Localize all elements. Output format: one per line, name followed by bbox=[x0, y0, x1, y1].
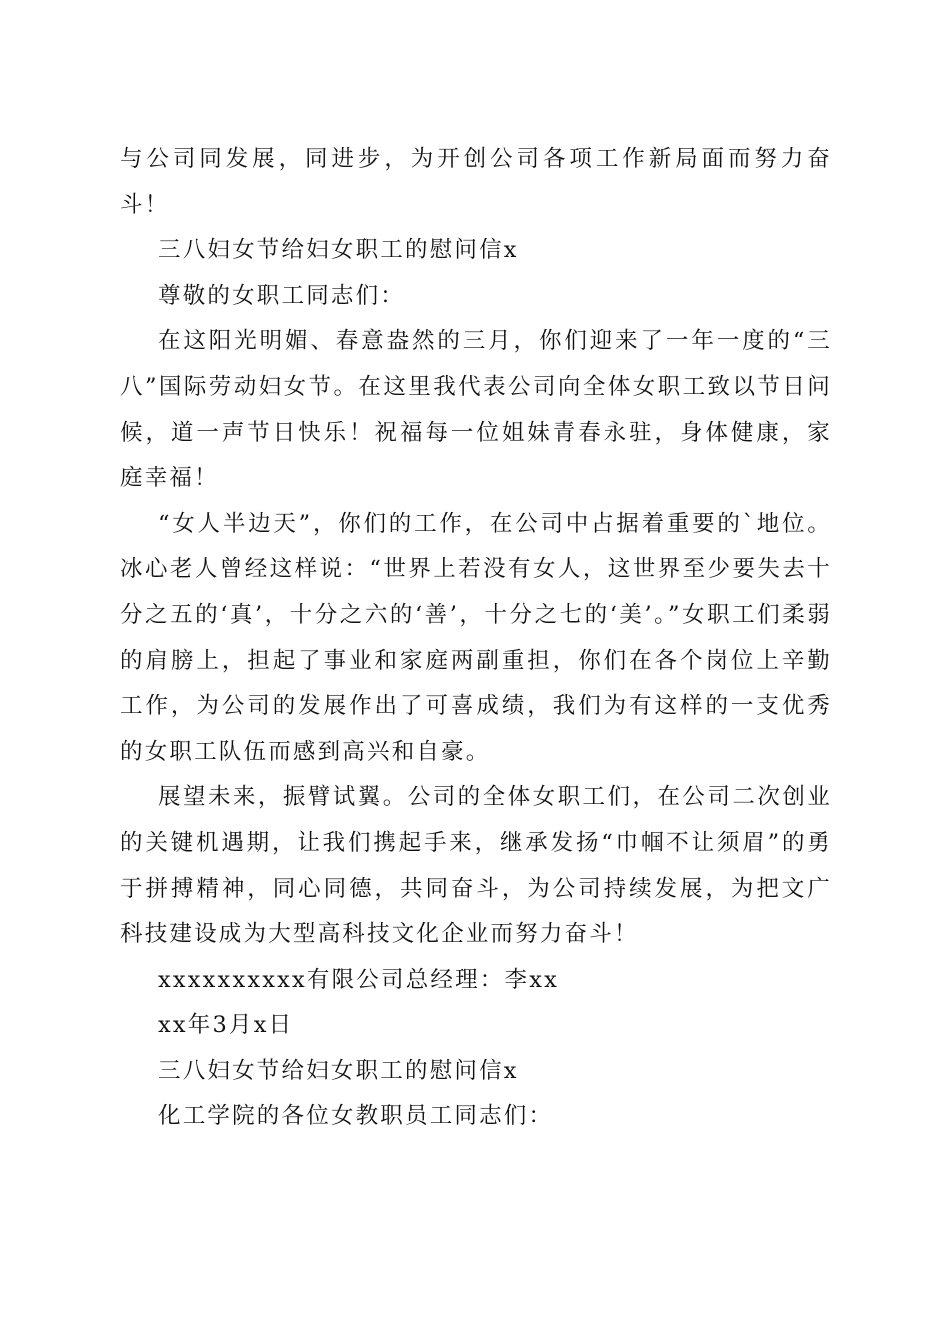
document-body bbox=[120, 137, 832, 1140]
paragraph-greeting: 在这阳光明媚、春意盎然的三月，你们迎来了一年一度的“三八”国际劳动妇女节。在这里我代表公司向全体女职工致以节日问候，道一声节日快乐！祝福每一位姐妹青春永驻，身体健康，家庭幸福！ bbox=[120, 328, 832, 492]
salutation: 尊敬的女职工同志们： bbox=[158, 282, 406, 309]
paragraph-continuation: 与公司同发展，同进步，为开创公司各项工作新局面而努力奋斗！ bbox=[120, 146, 832, 218]
paragraph-outlook: 展望未来，振臂试翼。公司的全体女职工们，在公司二次创业的关键机遇期，让我们携起手来，继承发扬“巾帼不让须眉”的勇于拼搏精神，同心同德，共同奋斗，为公司持续发展，为把文广科技建设成为大型高科技文化企业而努力奋斗！ bbox=[120, 784, 832, 948]
salutation-second: 化工学院的各位女教职员工同志们： bbox=[158, 1103, 554, 1130]
signature: xxxxxxxxxx有限公司总经理：李xx bbox=[158, 966, 559, 993]
letter-title-second: 三八妇女节给妇女职工的慰问信x bbox=[158, 1057, 519, 1084]
paragraph-appreciation: “女人半边天”，你们的工作，在公司中占据着重要的`地位。冰心老人曾经这样说：“世界上若没有女人，这世界至少要失去十分之五的‘真’，十分之六的‘善’，十分之七的‘美’。”女职工们柔弱的肩膀上，担起了事业和家庭两副重担，你们在各个岗位上辛勤工作，为公司的发展作出了可喜成绩，我们为有这样的一支优秀的女职工队伍而感到高兴和自豪。 bbox=[120, 510, 832, 765]
letter-title: 三八妇女节给妇女职工的慰问信x bbox=[158, 237, 519, 264]
date-line: xx年3月x日 bbox=[158, 1012, 294, 1039]
